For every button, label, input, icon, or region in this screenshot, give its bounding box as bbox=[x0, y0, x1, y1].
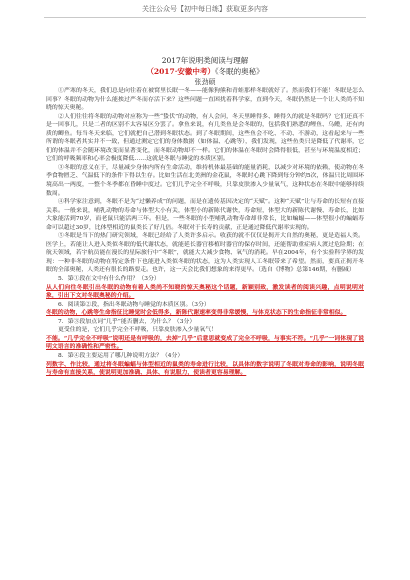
paragraph-1: ①严寒的冬天，我们总是向往着在被窝里长眠一冬——能像狗熊和青蛙那样冬眠就好了。然而我们不能！冬眠是怎么回事？冬眠的动物为什么能挨过严冬而存活下来？这些问题一直困扰着科学家，直到今天，冬眠仍然是一个让人类尚不知晓的惊天奥秘。 bbox=[46, 88, 364, 112]
paragraph-2: ②人们往往将冬眠的动物对应称为一些“蛰伏”的动物，有人会问，冬天里睡得多、睡得久的就是冬眠吗？它们还真不是一回事儿，只是二者的区别不太容易区分罢了。拿鱼来说，有几类鱼是会冬眠的，包括我们熟悉的鲤鱼、乌鳢，还有肉质的鲫鱼。每当冬天来临，它们就把自己潜到冬眠状态。到了冬眠期间，这些鱼会不吃、不动、不游动，这看起来与一些所谓的冬眠者其实并不一致，但通过测定它们的身体数据（如体温、心跳等），我们发现，这些鱼类只是降低了代谢率，它们的体温并不会随环境改变而显著变化，而冬眠动物却不一样。它们的体温在冬眠时会降得很低，甚至与环境温度相近；它们的呼吸频率和心率会极度降低……这就是冬眠与睡觉的本质区别。 bbox=[46, 113, 364, 163]
question-7-quote: 更受住的是，它们几乎完全不呼吸，只靠皮肤渗入少量氧气！ bbox=[58, 327, 218, 334]
article-author: 张劲硕 bbox=[194, 78, 216, 86]
question-8: 8．第④段主要运用了哪几种说明方法？（4分） bbox=[58, 352, 184, 359]
question-6: 6．阅读第②段，指出冬眠动物与睡觉的本质区别。（3分） bbox=[58, 301, 210, 308]
article-title: 《冬眠的奥秘》 bbox=[214, 67, 264, 76]
page-header: 关注公众号【初中每日练】获取更多内容 bbox=[142, 5, 268, 13]
article-body bbox=[46, 87, 364, 378]
answer-8: 列数字、作比较，通过将冬眠蝙蝠与体型相近的鼠类的寿命进行比较，以具体的数字说明了冬眠对寿命的影响，说明冬眠与寿命有直接关系，使说明更加准确、具体、有说服力，使读者更容易理解。 bbox=[46, 360, 364, 377]
question-5: 5．第①段在文中有什么作用？（3分） bbox=[58, 276, 160, 283]
header-rule bbox=[44, 17, 366, 18]
exam-source: （2017·安徽中考） bbox=[146, 67, 215, 76]
answer-5: 从人们向往冬眠引出冬眠的动物有着人类尚不知晓的惊天奥秘这个话题，新颖别致，激发读者的阅读兴趣，点明说明对象，引出下文对冬眠奥秘的介绍。 bbox=[46, 283, 364, 300]
question-7: 7．第③段加点词“几乎”能否删去，为什么？（3分） bbox=[58, 318, 196, 325]
document-subtitle bbox=[0, 66, 410, 77]
answer-7: 不能。“几乎完全不呼吸”说明还是有呼吸的，去掉“几乎”后意思就变成了完全不呼吸，与事实不符。“几乎”一词体现了说明文语言的准确性和严密性。 bbox=[46, 334, 364, 351]
paragraph-4: ④科学家注意到，冬眠不是为“过懒养成”的问题，而是在遗传基因决定的“天赋”。这种“天赋”让与寿命的长短有直接关系。一般来说，哺乳动物的寿命与体型大小有关，体型小的新陈代谢快，寿命短，体型大的新陈代谢慢、寿命长，比如大象能活到70岁，而老鼠只能活两三年。但是，一些冬眠的小型哺乳动物寿命却非常长，比如蝙蝠——体型很小的蝙蝠寿命可以超过30岁，比体型相近的鼠类长了好几倍。冬眠对于长寿的贡献，正是通过降低代谢率实现的。 bbox=[46, 199, 364, 231]
answer-6: 冬眠的动物，心跳等生命指征比睡觉时会低得多，新陈代谢速率变得非常缓慢，与体克状态下的生命指征非常相似。 bbox=[46, 309, 347, 317]
paragraph-5: ⑤冬眠是当下的热门研究领域，冬眠已经给了人类许多启示。收获的就不仅仅是揭开大自然的奥秘，更是造福人类。医学上，若能让人进入类似冬眠的低代谢状态，就能延长器官移植时器官的保存时间，还能帮助重症病人渡过危险期；在航天领域，若宇航员能在漫长的星际旅行中“冬眠”，就能大大减少食物、氧气的消耗。早在2004年，有个实验科学界的发现：一种非冬眠的动物在特定条件下也能进入类似冬眠的状态，这为人类实现人工冬眠带来了希望。然而，要真正揭开冬眠的全部奥秘，人类还有很长的路要走。也许，这一天会比我们想象的来得更早。（选自《博物》总第146期，有删减） bbox=[46, 233, 364, 274]
paragraph-3: ③冬眠的意义在于，尽量减少身体内所有生命活动，维持机体最基础的能量消耗，以减少对环境的依赖，使动物在冬季食物匮乏、气温低下的条件下得以生存。比如生活在北美洲的金花鼠，冬眠时心跳下降到每分钟约5次，体温只比周围环境高出一两度，一整个冬季都在昏睡中度过。它们几乎完全不呼吸，只靠皮肤渗入少量氧气，这种状态在冬眠中能够持续数周。 bbox=[46, 164, 364, 197]
document-title: 2017年说明类阅读与理解 bbox=[161, 56, 249, 65]
